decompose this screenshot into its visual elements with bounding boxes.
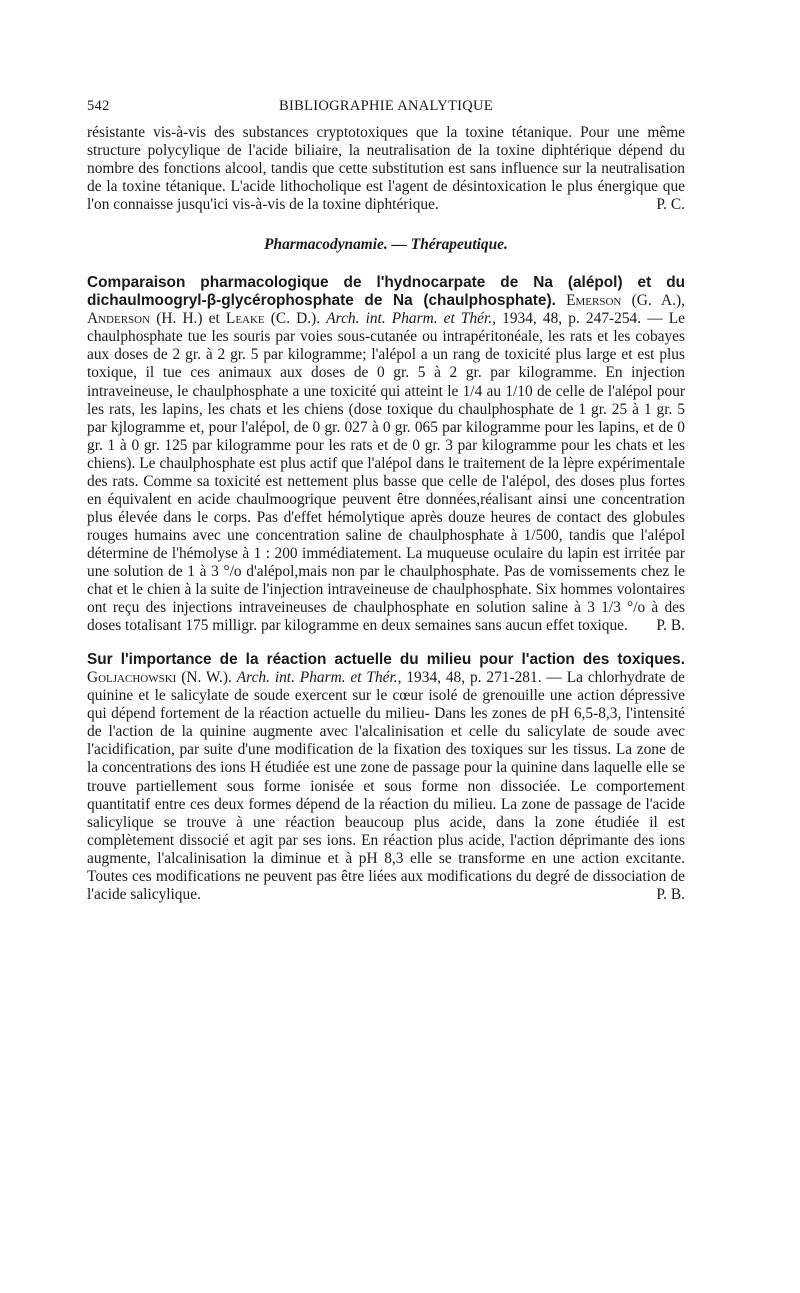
page-header [87, 98, 685, 124]
article-paragraph [87, 274, 685, 635]
author-name: Goljachowski [87, 669, 177, 687]
author-initials: (G. A.), [631, 292, 685, 310]
article-title: Sur l'importance de la réaction actuelle du milieu pour l'action des toxiques. [87, 651, 685, 669]
citation: 1934, 48, p. 271-281. — [406, 669, 562, 687]
section-heading: Pharmacodynamie. — Thérapeutique. [264, 236, 508, 254]
intro-signature: P. C. [656, 196, 685, 214]
author-name: Anderson [87, 310, 151, 328]
author-initials: (N. W.). [181, 669, 232, 687]
running-title: BIBLIOGRAPHIE ANALYTIQUE [279, 98, 493, 114]
article-signature: P. B. [656, 617, 685, 635]
author-initials: (C. D.). [270, 310, 321, 328]
page-number: 542 [87, 98, 110, 114]
document-page [87, 98, 685, 904]
intro-text: résistante vis-à-vis des substances cryptotoxiques que la toxine tétanique. Pour une même structure polycylique de l'acide biliaire, la neutralisation de la toxine diphtérique dépend du nombre des fonctions alcool, tandis que cette substitution est sans influence sur la neutralisation de la toxine tétanique. L'acide lithocholique est l'agent de désintoxication le plus énergique que l'on connaisse jusqu'ici vis-à-vis de la toxine diphtérique. [87, 124, 685, 214]
author-initials: (H. H.) [156, 310, 203, 328]
journal-name: Arch. int. Pharm. et Thér., [236, 669, 402, 687]
author-name: Emerson [566, 292, 622, 310]
article-1 [87, 274, 685, 635]
intro-paragraph [87, 124, 685, 214]
article-signature: P. B. [656, 885, 685, 903]
author-connector: et [208, 310, 220, 328]
journal-name: Arch. int. Pharm. et Thér., [326, 310, 496, 328]
article-body: Le chaulphosphate tue les souris par voies sous-cutanée ou intrapéritonéale, les rats et les cobayes aux doses de 2 gr. à 2 gr. 5 par kilogramme; l'alépol a un rang de toxicité plus large et est plus toxique, il tue ces animaux aux doses de 0 gr. 5 à 2 gr. par kilogramme. En injection intraveineuse, le chaulphosphate a une toxicité qui atteint le 1/4 au 1/10 de celle de l'alépol pour les rats, les lapins, les chats et les chiens (dose toxique du chaulphosphate de 1 gr. 25 à 1 gr. 5 par kjlogramme et, pour l'alépol, de 0 gr. 027 à 0 gr. 065 par kilogramme pour les lapins, et de 0 gr. 1 à 0 gr. 125 par kilogramme pour les rats et de 0 gr. 3 par kilogramme pour les chats et les chiens). Le chaulphosphate est plus actif que l'alépol dans le traitement de la lèpre expérimentale des rats. Comme sa toxicité est nettement plus basse que celle de l'alépol, des doses plus fortes en équivalent en acide chaulmoogrique peuvent être données,réalisant ainsi une concentration plus élevée dans le corps. Pas d'effet hémolytique après douze heures de contact des globules rouges humains avec une concentration saline de chaulphosphate à 1/500, tandis que l'alépol détermine de l'hémolyse à 1 : 200 immédiatement. La muqueuse oculaire du lapin est irritée par une solution de 1 à 3 °/o d'alépol,mais non par le chaulphosphate. Pas de vomissements chez le chat et le chien à la suite de l'injection intraveineuse de chaulphosphate. Six hommes volontaires ont reçu des injections intraveineuses de chaulphosphate en solution saline à 3 1/3 °/o à des doses totalisant 175 milligr. par kilogramme en deux semaines sans aucun effet toxique. [87, 310, 685, 635]
article-title: Comparaison pharmacologique de l'hydnocarpate de Na (alépol) et du dichaulmoogryl-β-glycérophosphate de Na (chaulphosphate). [87, 274, 685, 310]
author-name: Leake [225, 310, 265, 328]
article-paragraph [87, 651, 685, 904]
article-2 [87, 651, 685, 904]
citation: 1934, 48, p. 247-254. — [502, 310, 663, 328]
article-body: La chlorhydrate de quinine et le salicylate de soude exercent sur le cœur isolé de grenouille une action dépressive qui dépend fortement de la réaction actuelle du milieu- Dans les zones de pH 6,5-8,3, l'intensité de l'action de la quinine augmente avec l'alcalinisation et celle du salicylate de soude avec l'acidification, par suite d'une modification de la fixation des toxiques sur les tissus. La zone de la concentrations des ions H étudiée est une zone de passage pour la quinine dans laquelle elle se trouve partiellement sous forme ionisée et sous forme non dissociée. Le comportement quantitatif entre ces deux formes dépend de la réaction du milieu. La zone de passage de l'acide salicylique se trouve à une réaction beaucoup plus acide, dans la zone étudiée il est complètement dissocié et agit par ses ions. En réaction plus acide, l'action déprimante des ions augmente, l'alcalinisation la diminue et à pH 8,3 elle se transforme en une action excitante. Toutes ces modifications ne peuvent pas être liées aux modifications du degré de dissociation de l'acide salicylique. [87, 669, 686, 903]
